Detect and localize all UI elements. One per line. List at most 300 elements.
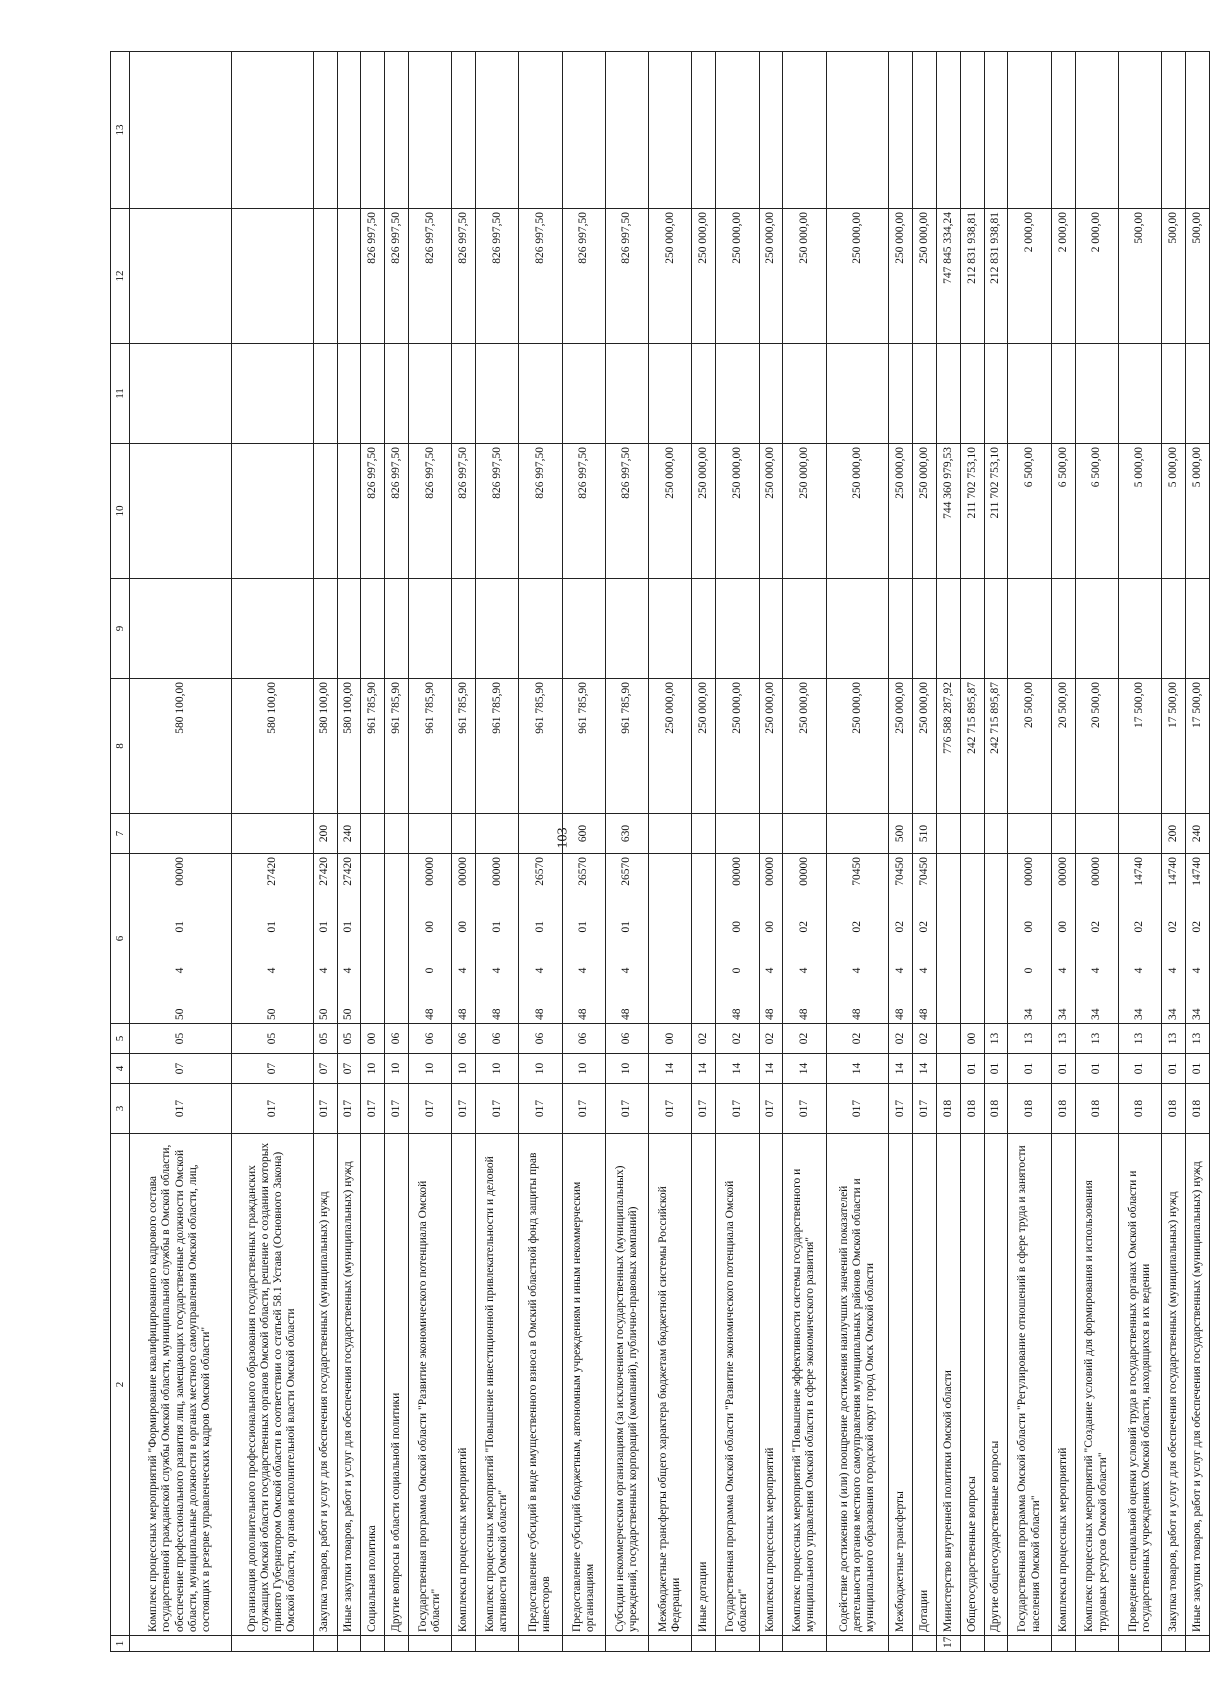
amount-year3-federal-cell bbox=[130, 52, 232, 209]
amount-year3-cell: 250 000,00 bbox=[716, 209, 759, 344]
amount-year1-federal-cell bbox=[936, 579, 960, 679]
subprogram-code: 00 bbox=[764, 920, 777, 933]
amount-year1-federal-cell bbox=[337, 579, 361, 679]
target-article-parts bbox=[174, 857, 187, 1020]
program-code: 48 bbox=[457, 1008, 470, 1020]
section-cell: 10 bbox=[361, 1054, 385, 1084]
amount-year1-cell: 250 000,00 bbox=[826, 679, 889, 814]
amount-year2-federal-cell bbox=[409, 344, 452, 444]
description-cell: Комплексы процессных мероприятий bbox=[452, 1134, 476, 1636]
ministry-code-cell: 017 bbox=[337, 1084, 361, 1134]
table-row bbox=[692, 52, 716, 1652]
type-code: 0 bbox=[423, 967, 436, 974]
direction-code: 00000 bbox=[490, 857, 503, 886]
type-code: 4 bbox=[173, 967, 186, 974]
program-code: 34 bbox=[1190, 1008, 1203, 1020]
type-code: 4 bbox=[318, 967, 331, 974]
type-code: 4 bbox=[797, 967, 810, 974]
direction-code: 26570 bbox=[533, 857, 546, 886]
target-article-parts bbox=[534, 857, 547, 1020]
type-code: 4 bbox=[1056, 967, 1069, 974]
program-code: 48 bbox=[533, 1008, 546, 1020]
amount-year3-federal-cell bbox=[562, 52, 605, 209]
expense-type-cell bbox=[1075, 814, 1118, 854]
program-code: 48 bbox=[850, 1008, 863, 1020]
section-cell: 07 bbox=[313, 1054, 337, 1084]
table-row bbox=[231, 52, 313, 1652]
amount-year2-cell: 250 000,00 bbox=[692, 444, 716, 579]
subprogram-code: 01 bbox=[342, 920, 355, 933]
section-cell: 10 bbox=[385, 1054, 409, 1084]
target-article-parts bbox=[1167, 857, 1180, 1020]
target-article-cell bbox=[1118, 854, 1161, 1024]
direction-code: 70450 bbox=[917, 857, 930, 886]
row-number-cell bbox=[716, 1636, 759, 1652]
header-cell: 1 bbox=[111, 1636, 130, 1652]
amount-year3-cell: 826 997,50 bbox=[476, 209, 519, 344]
direction-code: 14740 bbox=[1133, 857, 1146, 886]
amount-year3-cell: 2 000,00 bbox=[1008, 209, 1051, 344]
row-number-cell bbox=[385, 1636, 409, 1652]
amount-year2-cell bbox=[130, 444, 232, 579]
amount-year2-cell: 211 702 753,10 bbox=[960, 444, 984, 579]
amount-year2-federal-cell bbox=[716, 344, 759, 444]
target-article-cell bbox=[1162, 854, 1186, 1024]
amount-year1-federal-cell bbox=[783, 579, 826, 679]
target-article-cell bbox=[960, 854, 984, 1024]
expense-type-cell bbox=[960, 814, 984, 854]
subsection-cell: 05 bbox=[231, 1024, 313, 1054]
amount-year1-cell: 250 000,00 bbox=[759, 679, 783, 814]
row-number-cell bbox=[409, 1636, 452, 1652]
amount-year3-cell: 826 997,50 bbox=[519, 209, 562, 344]
type-code: 0 bbox=[1022, 967, 1035, 974]
amount-year2-cell: 826 997,50 bbox=[409, 444, 452, 579]
amount-year2-federal-cell bbox=[1185, 344, 1209, 444]
expense-type-cell bbox=[452, 814, 476, 854]
program-code: 48 bbox=[620, 1008, 633, 1020]
target-article-parts bbox=[577, 857, 590, 1020]
expense-type-cell bbox=[231, 814, 313, 854]
type-code: 4 bbox=[764, 967, 777, 974]
ministry-code-cell: 017 bbox=[452, 1084, 476, 1134]
budget-table-rotated bbox=[110, 52, 1210, 1652]
amount-year3-federal-cell bbox=[783, 52, 826, 209]
expense-type-cell bbox=[1051, 814, 1075, 854]
amount-year3-federal-cell bbox=[231, 52, 313, 209]
amount-year2-cell: 250 000,00 bbox=[716, 444, 759, 579]
amount-year2-federal-cell bbox=[1008, 344, 1051, 444]
amount-year1-cell: 961 785,90 bbox=[476, 679, 519, 814]
description-cell: Иные закупки товаров, работ и услуг для обеспечения государственных (муниципальных) нужд bbox=[337, 1134, 361, 1636]
amount-year1-cell: 250 000,00 bbox=[889, 679, 913, 814]
target-article-parts bbox=[1057, 857, 1070, 1020]
type-code: 4 bbox=[917, 967, 930, 974]
type-code: 4 bbox=[1133, 967, 1146, 974]
direction-code: 27420 bbox=[318, 857, 331, 886]
subprogram-code: 00 bbox=[1056, 920, 1069, 933]
amount-year1-federal-cell bbox=[130, 579, 232, 679]
amount-year3-federal-cell bbox=[716, 52, 759, 209]
amount-year3-federal-cell bbox=[913, 52, 937, 209]
amount-year2-federal-cell bbox=[476, 344, 519, 444]
description-cell: Содействие достижению и (или) поощрение достижения наилучших значений показателей деятельности органов местного самоуправления муниципальных районов Омской области и муниципального образования городской округ город Омск Омской области bbox=[826, 1134, 889, 1636]
amount-year3-federal-cell bbox=[361, 52, 385, 209]
subsection-cell: 13 bbox=[984, 1024, 1008, 1054]
subprogram-code: 02 bbox=[1166, 920, 1179, 933]
table-row bbox=[385, 52, 409, 1652]
section-cell: 10 bbox=[409, 1054, 452, 1084]
expense-type-cell bbox=[649, 814, 692, 854]
amount-year1-cell: 961 785,90 bbox=[385, 679, 409, 814]
amount-year2-cell: 826 997,50 bbox=[562, 444, 605, 579]
type-code: 4 bbox=[1166, 967, 1179, 974]
subsection-cell: 06 bbox=[519, 1024, 562, 1054]
header-cell: 6 bbox=[111, 854, 130, 1024]
description-cell: Комплексы процессных мероприятий bbox=[1051, 1134, 1075, 1636]
target-article-parts bbox=[731, 857, 744, 1020]
amount-year3-cell: 826 997,50 bbox=[605, 209, 648, 344]
amount-year3-cell: 747 845 334,24 bbox=[936, 209, 960, 344]
amount-year3-cell bbox=[231, 209, 313, 344]
subsection-cell: 02 bbox=[826, 1024, 889, 1054]
row-number-cell bbox=[130, 1636, 232, 1652]
amount-year2-cell: 5 000,00 bbox=[1118, 444, 1161, 579]
amount-year2-cell: 826 997,50 bbox=[476, 444, 519, 579]
amount-year1-federal-cell bbox=[649, 579, 692, 679]
direction-code: 27420 bbox=[265, 857, 278, 886]
amount-year1-federal-cell bbox=[692, 579, 716, 679]
amount-year2-cell: 826 997,50 bbox=[361, 444, 385, 579]
amount-year2-cell bbox=[231, 444, 313, 579]
row-number-cell bbox=[1051, 1636, 1075, 1652]
amount-year2-federal-cell bbox=[783, 344, 826, 444]
subprogram-code: 00 bbox=[423, 920, 436, 933]
amount-year1-federal-cell bbox=[519, 579, 562, 679]
program-code: 48 bbox=[490, 1008, 503, 1020]
expense-type-cell bbox=[519, 814, 562, 854]
amount-year1-federal-cell bbox=[231, 579, 313, 679]
subsection-cell: 13 bbox=[1008, 1024, 1051, 1054]
subprogram-code: 01 bbox=[318, 920, 331, 933]
amount-year1-federal-cell bbox=[385, 579, 409, 679]
amount-year3-federal-cell bbox=[313, 52, 337, 209]
direction-code: 00000 bbox=[1022, 857, 1035, 886]
table-row bbox=[452, 52, 476, 1652]
target-article-cell bbox=[130, 854, 232, 1024]
amount-year1-federal-cell bbox=[1051, 579, 1075, 679]
type-code: 4 bbox=[490, 967, 503, 974]
direction-code: 14740 bbox=[1190, 857, 1203, 886]
target-article-cell bbox=[361, 854, 385, 1024]
amount-year2-cell: 6 500,00 bbox=[1008, 444, 1051, 579]
section-cell: 14 bbox=[759, 1054, 783, 1084]
subsection-cell: 13 bbox=[1118, 1024, 1161, 1054]
amount-year1-federal-cell bbox=[562, 579, 605, 679]
expense-type-cell: 240 bbox=[337, 814, 361, 854]
amount-year2-cell: 250 000,00 bbox=[889, 444, 913, 579]
amount-year1-federal-cell bbox=[984, 579, 1008, 679]
target-article-cell bbox=[1185, 854, 1209, 1024]
description-cell: Общегосударственные вопросы bbox=[960, 1134, 984, 1636]
description-cell: Государственная программа Омской области "Развитие экономического потенциала Омской области" bbox=[716, 1134, 759, 1636]
subsection-cell: 02 bbox=[716, 1024, 759, 1054]
header-cell: 4 bbox=[111, 1054, 130, 1084]
amount-year3-cell: 250 000,00 bbox=[783, 209, 826, 344]
target-article-cell bbox=[409, 854, 452, 1024]
description-cell: Закупка товаров, работ и услуг для обеспечения государственных (муниципальных) нужд bbox=[313, 1134, 337, 1636]
row-number-cell bbox=[361, 1636, 385, 1652]
description-cell: Комплекс процессных мероприятий "Повышение инвестиционной привлекательности и деловой активности Омской области" bbox=[476, 1134, 519, 1636]
ministry-code-cell: 017 bbox=[409, 1084, 452, 1134]
subprogram-code: 02 bbox=[917, 920, 930, 933]
amount-year2-cell: 5 000,00 bbox=[1185, 444, 1209, 579]
section-cell: 14 bbox=[692, 1054, 716, 1084]
table-row bbox=[1118, 52, 1161, 1652]
amount-year2-federal-cell bbox=[826, 344, 889, 444]
amount-year1-cell: 17 500,00 bbox=[1118, 679, 1161, 814]
amount-year3-cell: 500,00 bbox=[1185, 209, 1209, 344]
direction-code: 00000 bbox=[764, 857, 777, 886]
expense-type-cell bbox=[783, 814, 826, 854]
section-cell: 14 bbox=[889, 1054, 913, 1084]
amount-year3-federal-cell bbox=[1118, 52, 1161, 209]
section-cell: 01 bbox=[1185, 1054, 1209, 1084]
header-cell: 5 bbox=[111, 1024, 130, 1054]
amount-year1-federal-cell bbox=[1008, 579, 1051, 679]
amount-year2-federal-cell bbox=[519, 344, 562, 444]
target-article-cell bbox=[783, 854, 826, 1024]
target-article-parts bbox=[266, 857, 279, 1020]
expense-type-cell bbox=[385, 814, 409, 854]
ministry-code-cell: 017 bbox=[692, 1084, 716, 1134]
header-row bbox=[111, 52, 130, 1652]
table-row bbox=[889, 52, 913, 1652]
expense-type-cell: 200 bbox=[1162, 814, 1186, 854]
amount-year1-cell: 961 785,90 bbox=[562, 679, 605, 814]
amount-year3-federal-cell bbox=[519, 52, 562, 209]
ministry-code-cell: 018 bbox=[1008, 1084, 1051, 1134]
subsection-cell: 13 bbox=[1051, 1024, 1075, 1054]
subsection-cell: 06 bbox=[605, 1024, 648, 1054]
program-code: 50 bbox=[342, 1008, 355, 1020]
section-cell: 01 bbox=[984, 1054, 1008, 1084]
amount-year3-federal-cell bbox=[452, 52, 476, 209]
ministry-code-cell: 018 bbox=[1185, 1084, 1209, 1134]
header-cell: 8 bbox=[111, 679, 130, 814]
table-row bbox=[337, 52, 361, 1652]
amount-year3-federal-cell bbox=[337, 52, 361, 209]
ministry-code-cell: 017 bbox=[783, 1084, 826, 1134]
amount-year1-federal-cell bbox=[889, 579, 913, 679]
program-code: 34 bbox=[1022, 1008, 1035, 1020]
subprogram-code: 02 bbox=[1190, 920, 1203, 933]
table-row bbox=[984, 52, 1008, 1652]
amount-year1-federal-cell bbox=[960, 579, 984, 679]
amount-year2-cell: 6 500,00 bbox=[1051, 444, 1075, 579]
amount-year1-cell: 961 785,90 bbox=[605, 679, 648, 814]
ministry-code-cell: 018 bbox=[936, 1084, 960, 1134]
header-cell: 11 bbox=[111, 344, 130, 444]
ministry-code-cell: 017 bbox=[889, 1084, 913, 1134]
amount-year2-cell: 826 997,50 bbox=[605, 444, 648, 579]
target-article-parts bbox=[851, 857, 864, 1020]
direction-code: 70450 bbox=[894, 857, 907, 886]
section-cell: 10 bbox=[452, 1054, 476, 1084]
subsection-cell: 02 bbox=[783, 1024, 826, 1054]
amount-year3-cell: 826 997,50 bbox=[562, 209, 605, 344]
type-code: 4 bbox=[894, 967, 907, 974]
table-row bbox=[1162, 52, 1186, 1652]
type-code: 4 bbox=[342, 967, 355, 974]
target-article-parts bbox=[764, 857, 777, 1020]
description-cell: Межбюджетные трансферты bbox=[889, 1134, 913, 1636]
table-row bbox=[562, 52, 605, 1652]
amount-year2-federal-cell bbox=[337, 344, 361, 444]
expense-type-cell bbox=[1118, 814, 1161, 854]
amount-year3-federal-cell bbox=[984, 52, 1008, 209]
amount-year1-cell: 961 785,90 bbox=[409, 679, 452, 814]
subsection-cell: 06 bbox=[476, 1024, 519, 1054]
section-cell: 01 bbox=[1008, 1054, 1051, 1084]
program-code: 48 bbox=[797, 1008, 810, 1020]
expense-type-cell bbox=[361, 814, 385, 854]
amount-year3-federal-cell bbox=[476, 52, 519, 209]
target-article-cell bbox=[649, 854, 692, 1024]
amount-year3-federal-cell bbox=[385, 52, 409, 209]
header-cell: 3 bbox=[111, 1084, 130, 1134]
expense-type-cell bbox=[130, 814, 232, 854]
table-row bbox=[783, 52, 826, 1652]
amount-year1-cell: 580 100,00 bbox=[130, 679, 232, 814]
subprogram-code: 01 bbox=[173, 920, 186, 933]
row-number-cell bbox=[1162, 1636, 1186, 1652]
type-code: 4 bbox=[850, 967, 863, 974]
amount-year2-federal-cell bbox=[452, 344, 476, 444]
direction-code: 26570 bbox=[620, 857, 633, 886]
subsection-cell bbox=[936, 1024, 960, 1054]
row-number-cell bbox=[984, 1636, 1008, 1652]
subsection-cell: 13 bbox=[1185, 1024, 1209, 1054]
amount-year2-federal-cell bbox=[913, 344, 937, 444]
description-cell: Социальная политика bbox=[361, 1134, 385, 1636]
amount-year1-federal-cell bbox=[313, 579, 337, 679]
target-article-parts bbox=[1090, 857, 1103, 1020]
target-article-parts bbox=[491, 857, 504, 1020]
section-cell: 14 bbox=[649, 1054, 692, 1084]
program-code: 48 bbox=[577, 1008, 590, 1020]
ministry-code-cell: 017 bbox=[913, 1084, 937, 1134]
amount-year1-federal-cell bbox=[1118, 579, 1161, 679]
section-cell: 07 bbox=[130, 1054, 232, 1084]
amount-year2-cell: 250 000,00 bbox=[783, 444, 826, 579]
program-code: 48 bbox=[894, 1008, 907, 1020]
section-cell: 07 bbox=[231, 1054, 313, 1084]
program-code: 34 bbox=[1090, 1008, 1103, 1020]
ministry-code-cell: 018 bbox=[1075, 1084, 1118, 1134]
description-cell: Предоставление субсидий бюджетным, автономным учреждениям и иным некоммерческим организациям bbox=[562, 1134, 605, 1636]
table-row bbox=[649, 52, 692, 1652]
section-cell: 10 bbox=[562, 1054, 605, 1084]
section-cell: 10 bbox=[476, 1054, 519, 1084]
amount-year3-cell: 250 000,00 bbox=[826, 209, 889, 344]
amount-year3-cell: 2 000,00 bbox=[1051, 209, 1075, 344]
program-code: 48 bbox=[730, 1008, 743, 1020]
table-row bbox=[1185, 52, 1209, 1652]
ministry-code-cell: 017 bbox=[476, 1084, 519, 1134]
table-row bbox=[936, 52, 960, 1652]
amount-year3-cell bbox=[313, 209, 337, 344]
amount-year1-cell: 961 785,90 bbox=[519, 679, 562, 814]
target-article-cell bbox=[716, 854, 759, 1024]
target-article-parts bbox=[457, 857, 470, 1020]
description-cell: Иные закупки товаров, работ и услуг для обеспечения государственных (муниципальных) нужд bbox=[1185, 1134, 1209, 1636]
amount-year3-federal-cell bbox=[936, 52, 960, 209]
ministry-code-cell: 018 bbox=[1162, 1084, 1186, 1134]
ministry-code-cell: 017 bbox=[519, 1084, 562, 1134]
target-article-cell bbox=[605, 854, 648, 1024]
table-row bbox=[476, 52, 519, 1652]
amount-year2-federal-cell bbox=[130, 344, 232, 444]
section-cell: 01 bbox=[1162, 1054, 1186, 1084]
amount-year1-cell: 250 000,00 bbox=[649, 679, 692, 814]
target-article-cell bbox=[452, 854, 476, 1024]
ministry-code-cell: 018 bbox=[984, 1084, 1008, 1134]
amount-year2-cell: 826 997,50 bbox=[385, 444, 409, 579]
description-cell: Другие общегосударственные вопросы bbox=[984, 1134, 1008, 1636]
section-cell: 01 bbox=[960, 1054, 984, 1084]
section-cell: 01 bbox=[1118, 1054, 1161, 1084]
direction-code: 00000 bbox=[730, 857, 743, 886]
section-cell: 14 bbox=[783, 1054, 826, 1084]
row-number-cell bbox=[452, 1636, 476, 1652]
target-article-cell bbox=[385, 854, 409, 1024]
header-cell: 9 bbox=[111, 579, 130, 679]
direction-code: 14740 bbox=[1166, 857, 1179, 886]
row-number-cell bbox=[337, 1636, 361, 1652]
amount-year3-cell: 250 000,00 bbox=[889, 209, 913, 344]
amount-year2-federal-cell bbox=[960, 344, 984, 444]
direction-code: 26570 bbox=[577, 857, 590, 886]
type-code: 0 bbox=[730, 967, 743, 974]
description-cell: Проведение специальной оценки условий труда в государственных органах Омской области и государственных учреждениях Омской области, находящихся в их ведении bbox=[1118, 1134, 1161, 1636]
amount-year1-cell: 242 715 895,87 bbox=[984, 679, 1008, 814]
target-article-cell bbox=[984, 854, 1008, 1024]
expense-type-cell bbox=[826, 814, 889, 854]
subprogram-code: 02 bbox=[797, 920, 810, 933]
amount-year1-cell: 242 715 895,87 bbox=[960, 679, 984, 814]
expense-type-cell bbox=[692, 814, 716, 854]
amount-year2-cell: 250 000,00 bbox=[759, 444, 783, 579]
amount-year2-federal-cell bbox=[361, 344, 385, 444]
expense-type-cell bbox=[936, 814, 960, 854]
amount-year2-federal-cell bbox=[759, 344, 783, 444]
amount-year1-federal-cell bbox=[1162, 579, 1186, 679]
section-cell: 14 bbox=[716, 1054, 759, 1084]
expense-type-cell: 600 bbox=[562, 814, 605, 854]
subsection-cell: 02 bbox=[889, 1024, 913, 1054]
amount-year3-cell: 500,00 bbox=[1162, 209, 1186, 344]
description-cell: Комплекс процессных мероприятий "Создание условий для формирования и использования трудовых ресурсов Омской области" bbox=[1075, 1134, 1118, 1636]
amount-year1-cell: 250 000,00 bbox=[913, 679, 937, 814]
program-code: 48 bbox=[764, 1008, 777, 1020]
expense-type-cell bbox=[984, 814, 1008, 854]
target-article-parts bbox=[894, 857, 907, 1020]
row-number-cell bbox=[889, 1636, 913, 1652]
amount-year2-cell bbox=[313, 444, 337, 579]
subprogram-code: 00 bbox=[1022, 920, 1035, 933]
table-row bbox=[826, 52, 889, 1652]
